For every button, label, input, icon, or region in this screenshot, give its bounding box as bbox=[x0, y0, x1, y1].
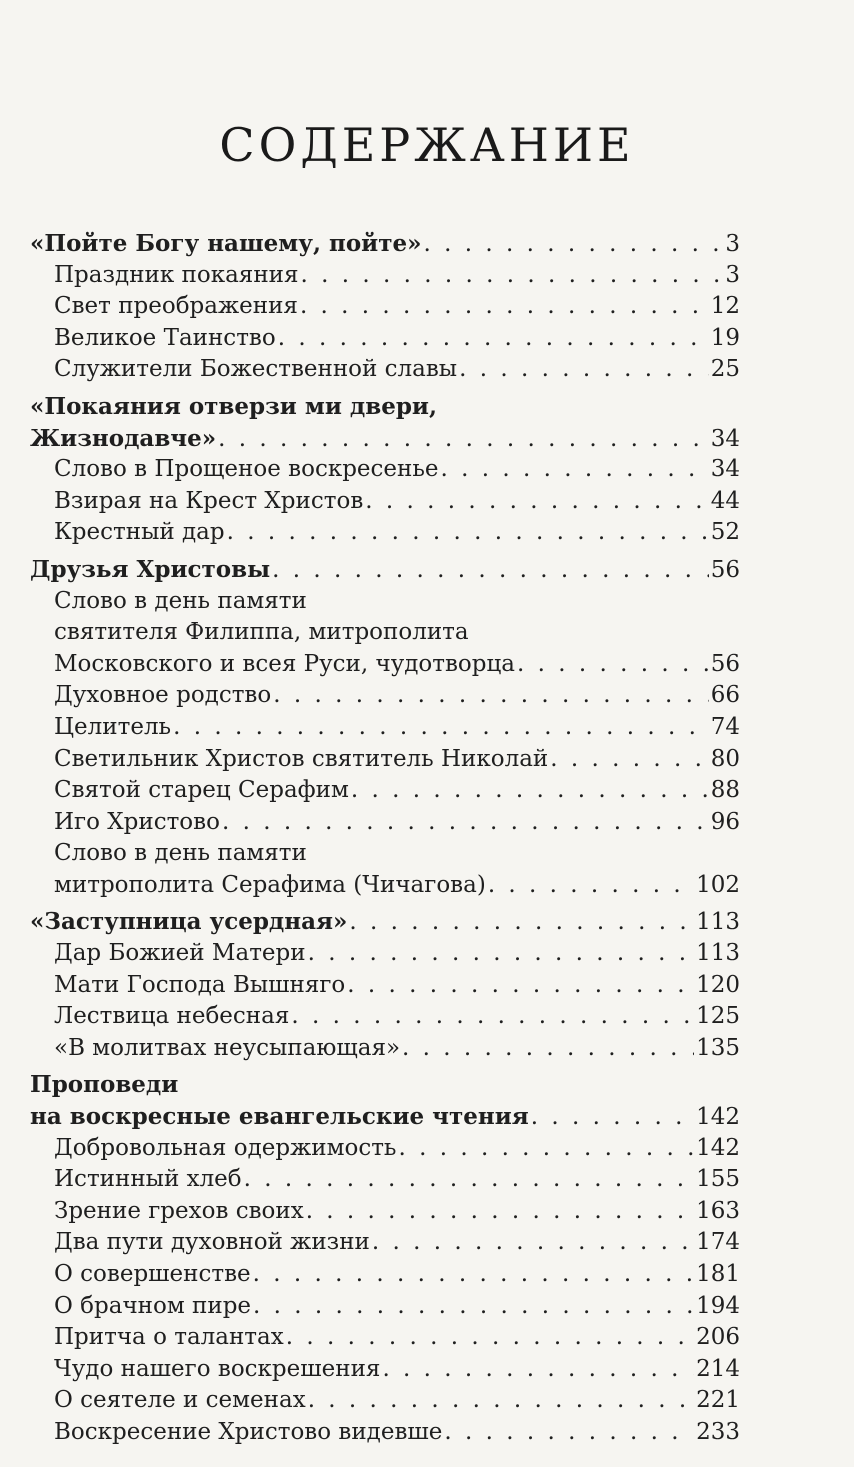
entry-title: О сеятеле и семенах bbox=[54, 1387, 306, 1414]
toc-entry[interactable] bbox=[30, 970, 740, 1002]
toc-entry[interactable] bbox=[30, 744, 740, 776]
dot-leader bbox=[459, 354, 709, 386]
dot-leader bbox=[300, 291, 709, 323]
toc-section-entry[interactable] bbox=[30, 554, 740, 586]
dot-leader bbox=[444, 1417, 694, 1449]
page-number: 194 bbox=[696, 1292, 740, 1319]
dot-leader bbox=[253, 1259, 694, 1291]
dot-leader bbox=[365, 486, 708, 518]
dot-leader bbox=[222, 807, 709, 839]
entry-title: Чудо нашего воскрешения bbox=[54, 1355, 381, 1382]
page-number: 56 bbox=[710, 650, 740, 677]
entry-title: Духовное родство bbox=[54, 682, 272, 709]
page-number: 142 bbox=[696, 1104, 740, 1131]
toc-entry[interactable] bbox=[30, 1417, 740, 1449]
table-of-contents bbox=[30, 228, 740, 1449]
toc-entry[interactable] bbox=[30, 260, 740, 292]
entry-title: Святой старец Серафим bbox=[54, 777, 349, 804]
toc-section-entry[interactable] bbox=[30, 228, 740, 260]
page-number: 66 bbox=[710, 682, 740, 709]
entry-title: Жизнодавче» bbox=[30, 424, 217, 452]
toc-entry[interactable] bbox=[30, 323, 740, 355]
toc-entry[interactable] bbox=[30, 291, 740, 323]
toc-entry[interactable] bbox=[30, 1259, 740, 1291]
page-number: 181 bbox=[696, 1261, 740, 1287]
page-number: 102 bbox=[696, 871, 740, 898]
dot-leader bbox=[550, 744, 708, 776]
page-number: 174 bbox=[696, 1229, 740, 1256]
page-number: 52 bbox=[710, 519, 740, 546]
page-title: СОДЕРЖАНИЕ bbox=[219, 118, 635, 172]
page-number: 135 bbox=[696, 1034, 740, 1061]
page-number: 163 bbox=[696, 1197, 740, 1224]
entry-title: «Заступница усердная» bbox=[30, 908, 348, 936]
entry-title: Зрение грехов своих bbox=[54, 1197, 304, 1224]
page-number: 221 bbox=[696, 1387, 740, 1414]
toc-entry[interactable] bbox=[30, 938, 740, 970]
toc-entry[interactable] bbox=[30, 517, 740, 549]
dot-leader bbox=[272, 555, 709, 587]
entry-title: Дар Божией Матери bbox=[54, 940, 306, 967]
entry-title: Слово в день памяти bbox=[54, 840, 307, 867]
entry-title: Светильник Христов святитель Николай bbox=[54, 745, 549, 772]
entry-title: Притча о талантах bbox=[54, 1324, 284, 1351]
toc-section-entry[interactable] bbox=[30, 1069, 740, 1101]
dot-leader bbox=[286, 1322, 694, 1354]
entry-title: Слово в Прощеное воскресенье bbox=[54, 456, 439, 483]
toc-entry[interactable] bbox=[30, 649, 740, 681]
toc-entry[interactable] bbox=[30, 1385, 740, 1417]
page-number: 56 bbox=[710, 556, 740, 583]
dot-leader bbox=[308, 938, 695, 970]
entry-title: Праздник покаяния bbox=[54, 261, 299, 288]
page-number: 3 bbox=[725, 231, 740, 257]
dot-leader bbox=[306, 1196, 694, 1228]
toc-entry[interactable] bbox=[30, 775, 740, 807]
page-number: 214 bbox=[696, 1355, 740, 1382]
toc-section-entry[interactable] bbox=[30, 906, 740, 938]
dot-leader bbox=[308, 1385, 694, 1417]
dot-leader bbox=[402, 1033, 694, 1065]
dot-leader bbox=[291, 1001, 694, 1033]
toc-entry[interactable] bbox=[30, 1133, 740, 1165]
dot-leader bbox=[441, 454, 709, 486]
toc-section-entry[interactable] bbox=[30, 391, 740, 423]
dot-leader bbox=[173, 712, 709, 744]
entry-title: Целитель bbox=[54, 713, 172, 740]
page-number: 74 bbox=[710, 713, 740, 740]
entry-title: Друзья Христовы bbox=[30, 555, 271, 583]
entry-title: святителя Филиппа, митрополита bbox=[54, 619, 469, 646]
entry-title: Служители Божественной славы bbox=[54, 356, 458, 383]
entry-title: на воскресные евангельские чтения bbox=[30, 1103, 529, 1131]
page-number: 12 bbox=[710, 293, 740, 320]
toc-entry[interactable] bbox=[30, 1001, 740, 1033]
toc-entry[interactable] bbox=[30, 807, 740, 839]
toc-entry[interactable] bbox=[30, 454, 740, 486]
entry-title: Свет преображения bbox=[54, 293, 298, 320]
dot-leader bbox=[398, 1133, 694, 1165]
entry-title: Лествица небесная bbox=[54, 1003, 290, 1030]
toc-entry[interactable] bbox=[30, 680, 740, 712]
page-number: 206 bbox=[696, 1324, 740, 1351]
dot-leader bbox=[278, 323, 709, 355]
entry-title: «Покаяния отверзи ми двери, bbox=[30, 392, 438, 420]
entry-title: Истинный хлеб bbox=[54, 1166, 242, 1193]
toc-entry[interactable] bbox=[30, 1227, 740, 1259]
dot-leader bbox=[382, 1354, 694, 1386]
entry-title: Проповеди bbox=[30, 1071, 179, 1099]
entry-title: Слово в день памяти bbox=[54, 587, 307, 614]
page-number: 19 bbox=[710, 324, 740, 351]
entry-title: «Пойте Богу нашему, пойте» bbox=[30, 230, 422, 257]
page-number: 233 bbox=[696, 1418, 740, 1445]
page-number: 113 bbox=[696, 940, 740, 967]
page-number: 25 bbox=[710, 356, 740, 383]
dot-leader bbox=[253, 1291, 694, 1323]
toc-entry[interactable] bbox=[30, 1196, 740, 1228]
page-number: 80 bbox=[710, 745, 740, 772]
entry-title: Добровольная одержимость bbox=[54, 1134, 397, 1161]
dot-leader bbox=[227, 517, 709, 549]
dot-leader bbox=[488, 870, 694, 902]
dot-leader bbox=[218, 424, 709, 456]
page-number: 125 bbox=[696, 1003, 740, 1030]
entry-title: Великое Таинство bbox=[54, 324, 276, 351]
page-number: 44 bbox=[710, 487, 740, 514]
dot-leader bbox=[273, 680, 708, 712]
dot-leader bbox=[351, 775, 709, 807]
dot-leader bbox=[349, 907, 694, 939]
toc-entry[interactable] bbox=[30, 712, 740, 744]
dot-leader bbox=[347, 970, 694, 1002]
page-number: 3 bbox=[725, 261, 740, 288]
dot-leader bbox=[424, 229, 724, 261]
entry-title: Воскресение Христово видевше bbox=[54, 1418, 443, 1445]
entry-title: «В молитвах неусыпающая» bbox=[54, 1034, 401, 1061]
page-number: 142 bbox=[696, 1134, 740, 1161]
toc-entry[interactable] bbox=[30, 617, 740, 649]
entry-title: О совершенстве bbox=[54, 1261, 251, 1287]
toc-entry[interactable] bbox=[30, 870, 740, 902]
page-number: 155 bbox=[696, 1166, 740, 1193]
toc-entry[interactable] bbox=[30, 1322, 740, 1354]
dot-leader bbox=[372, 1227, 694, 1259]
entry-title: О брачном пире bbox=[54, 1292, 252, 1319]
page-number: 96 bbox=[710, 808, 740, 835]
toc-entry[interactable] bbox=[30, 354, 740, 386]
toc-section-entry[interactable] bbox=[30, 1101, 740, 1133]
dot-leader bbox=[531, 1102, 694, 1134]
page-number: 34 bbox=[710, 456, 740, 483]
toc-entry[interactable] bbox=[30, 486, 740, 518]
entry-title: Иго Христово bbox=[54, 808, 220, 835]
toc-entry[interactable] bbox=[30, 1164, 740, 1196]
dot-leader bbox=[301, 260, 724, 292]
toc-entry[interactable] bbox=[30, 1033, 740, 1065]
entry-title: Мати Господа Вышняго bbox=[54, 971, 346, 998]
entry-title: Московского и всея Руси, чудотворца bbox=[54, 650, 515, 677]
toc-entry[interactable] bbox=[30, 1354, 740, 1386]
toc-entry[interactable] bbox=[30, 838, 740, 870]
dot-leader bbox=[517, 649, 709, 681]
page-number: 120 bbox=[696, 971, 740, 998]
entry-title: митрополита Серафима (Чичагова) bbox=[54, 871, 486, 898]
entry-title: Крестный дар bbox=[54, 519, 225, 546]
page-number: 88 bbox=[710, 777, 740, 804]
entry-title: Два пути духовной жизни bbox=[54, 1229, 370, 1256]
toc-section-entry[interactable] bbox=[30, 423, 740, 455]
page-number: 113 bbox=[696, 909, 740, 936]
dot-leader bbox=[244, 1164, 694, 1196]
entry-title: Взирая на Крест Христов bbox=[54, 487, 364, 514]
toc-entry[interactable] bbox=[30, 586, 740, 618]
page-number: 34 bbox=[710, 425, 740, 452]
toc-entry[interactable] bbox=[30, 1291, 740, 1323]
